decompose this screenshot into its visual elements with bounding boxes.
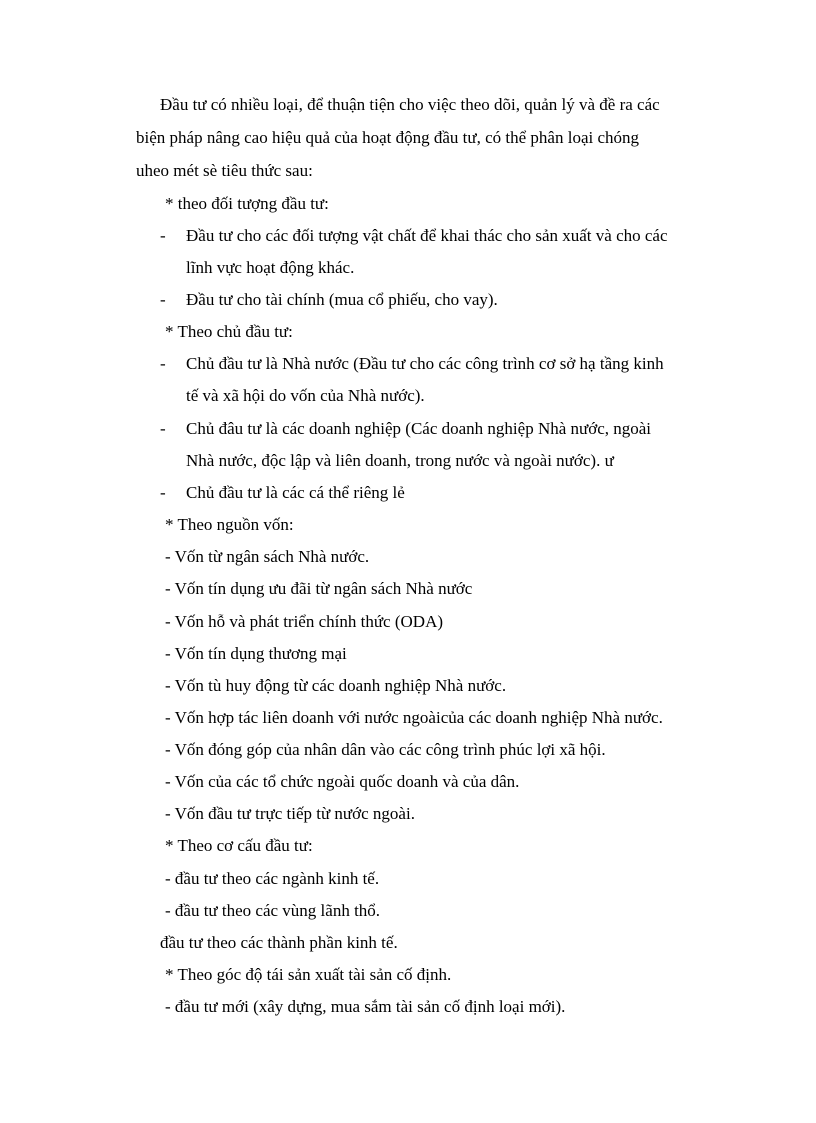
section2-item1-line1: Chủ đầu tư là Nhà nước (Đầu tư cho các công trình cơ sở hạ tầng kinh [186,354,664,373]
section4-item3: đầu tư theo các thành phần kinh tế. [160,933,398,952]
section3-item: - Vốn tín dụng thương mại [165,644,347,663]
section-heading-chu-dau-tu: * Theo chủ đầu tư: [165,322,293,341]
intro-line-3: uheo mét sè tiêu thức sau: [136,161,313,180]
section-heading-nguon-von: * Theo nguồn vốn: [165,515,294,534]
section3-item: - Vốn từ ngân sách Nhà nước. [165,547,370,566]
section3-item: - Vốn đóng góp của nhân dân vào các công trình phúc lợi xã hội. [165,740,606,759]
bullet-dash: - [160,483,166,502]
bullet-dash: - [160,354,166,373]
intro-line-2: biện pháp nâng cao hiệu quả của hoạt động đầu tư, có thể phân loại chóng [136,128,640,147]
section3-item: - Vốn tù huy động từ các doanh nghiệp Nhà nước. [165,676,507,695]
section2-item2-line2: Nhà nước, độc lập và liên doanh, trong nước và ngoài nước). ư [186,451,614,470]
section-heading-doi-tuong: * theo đối tượng đầu tư: [165,194,329,213]
section3-item: - Vốn tín dụng ưu đãi từ ngân sách Nhà nước [165,579,473,598]
bullet-dash: - [160,290,166,309]
section5-item1: - đầu tư mới (xây dựng, mua sắm tài sản cố định loại mới). [165,997,566,1016]
section3-item: - Vốn đầu tư trực tiếp từ nước ngoài. [165,804,415,823]
section-heading-co-cau: * Theo cơ cấu đầu tư: [165,836,313,855]
section4-item1: - đầu tư theo các ngành kinh tế. [165,869,380,888]
bullet-dash: - [160,419,166,438]
section-heading-tai-san-xuat: * Theo góc độ tái sản xuất tài sản cố định. [165,965,452,984]
section4-item2: - đầu tư theo các vùng lãnh thổ. [165,901,381,920]
section2-item1-line2: tế và xã hội do vốn của Nhà nước). [186,386,425,405]
section3-item: - Vốn hỗ và phát triển chính thức (ODA) [165,612,444,631]
section2-item2-line1: Chủ đâu tư là các doanh nghiệp (Các doanh nghiệp Nhà nước, ngoài [186,419,652,438]
section3-item: - Vốn của các tổ chức ngoài quốc doanh và của dân. [165,772,520,791]
section3-item: - Vốn hợp tác liên doanh với nước ngoàicủa các doanh nghiệp Nhà nước. [165,708,663,727]
bullet-dash: - [160,226,166,245]
section2-item3: Chủ đầu tư là các cá thể riêng lẻ [186,483,405,502]
intro-line-1: Đầu tư có nhiều loại, để thuận tiện cho việc theo dõi, quản lý và đề ra các [160,95,660,114]
section1-item1-line1: Đầu tư cho các đối tượng vật chất để khai thác cho sản xuất và cho các [186,226,668,245]
section1-item1-line2: lĩnh vực hoạt động khác. [186,258,355,277]
section1-item2: Đầu tư cho tài chính (mua cổ phiếu, cho vay). [186,290,498,309]
